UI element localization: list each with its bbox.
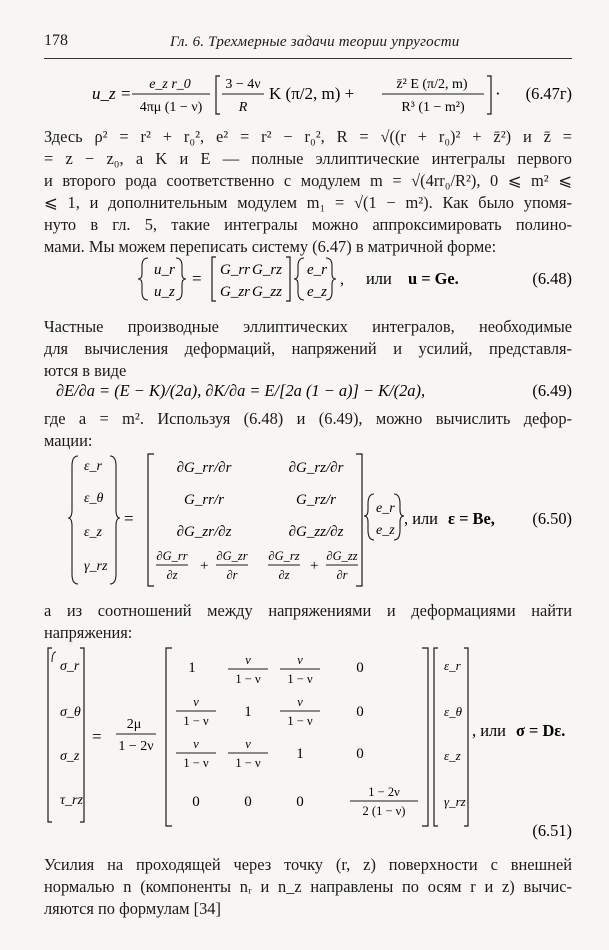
eq651-m21-den: 1 − ν <box>235 756 261 770</box>
eq651-eps-1: ε_θ <box>444 704 463 719</box>
eq647-br-frac2-den: R³ (1 − m²) <box>401 100 465 115</box>
eq650-lr-c1a-num: ∂G_rr <box>156 549 188 563</box>
eq650-lr-c2a-den: ∂z <box>278 568 290 582</box>
eq651-sig-2: σ_z <box>60 749 80 764</box>
eq650-r2c1: ∂G_zz/∂z <box>288 524 344 540</box>
eq651-coef-num: 2μ <box>126 717 142 732</box>
eq650-r1c0: G_rr/r <box>183 492 225 508</box>
running-header <box>0 30 609 54</box>
text-line: = z − z₀, а K и E — полные эллиптические интегралы первого <box>44 149 572 168</box>
eq648-or: или <box>366 269 392 288</box>
eq650-r2c0: ∂G_zr/∂z <box>176 524 232 540</box>
paragraph-1 <box>44 126 572 258</box>
header-rule <box>44 58 572 59</box>
equation-6-49 <box>44 378 572 404</box>
eq650-compact: ε = Be, <box>448 509 495 528</box>
eq647-lhs: u_z = <box>92 84 132 103</box>
eq647-number: (6.47г) <box>525 84 572 103</box>
text-line: мами. Мы можем переписать систему (6.47) в матричной форме: <box>44 237 497 256</box>
paragraph-5 <box>44 854 572 920</box>
eq649-number: (6.49) <box>532 381 572 400</box>
text-line: мации: <box>44 431 93 450</box>
svg-text:=: = <box>124 509 134 528</box>
eq651-sig-0: σ_r <box>60 659 80 674</box>
eq651-m20-den: 1 − ν <box>183 756 209 770</box>
text-line: где a = m². Используя (6.48) и (6.49), можно вычислить дефор- <box>44 409 572 428</box>
eq648-e-bot: e_z <box>307 284 327 300</box>
eq648-compact: u = Ge. <box>408 269 459 288</box>
eq651-m02-den: 1 − ν <box>287 672 313 686</box>
svg-text:=: = <box>192 269 202 288</box>
eq651-eps-2: ε_z <box>444 748 461 763</box>
text-line: ются в виде <box>44 361 127 380</box>
eq651-m03: 0 <box>356 660 364 676</box>
eq648-lhs-top: u_r <box>154 262 175 278</box>
eq651-sig-3: τ_rz <box>60 793 83 808</box>
eq647-tail: · <box>495 84 501 103</box>
eq651-m20-num: ν <box>193 737 199 751</box>
eq649-text: ∂E/∂a = (E − K)/(2a), ∂K/∂a = E/[2a (1 − a)] − K/(2a), <box>56 381 426 400</box>
equation-6-51 <box>44 644 572 844</box>
eq650-eps-0: ε_r <box>84 459 102 474</box>
eq651-m13: 0 <box>356 704 364 720</box>
eq651-m12-den: 1 − ν <box>287 714 313 728</box>
eq651-m10-den: 1 − ν <box>183 714 209 728</box>
eq651-m12-num: ν <box>297 695 303 709</box>
eq651-eps-3: γ_rz <box>444 794 466 809</box>
text-line: нормалью n (компоненты nᵣ и n_z направлены по осям r и z) вычис- <box>44 877 572 896</box>
eq650-eps-1: ε_θ <box>84 491 104 506</box>
eq650-lr-c2b-den: ∂r <box>336 568 348 582</box>
eq651-m32: 0 <box>296 794 304 810</box>
eq647-br-frac2-num: z̄² E (π/2, m) <box>396 77 468 92</box>
page-number: 178 <box>44 32 68 49</box>
eq651-coef-den: 1 − 2ν <box>118 739 154 754</box>
eq648-g22: G_zz <box>252 284 283 300</box>
equation-6-48 <box>44 254 572 304</box>
running-title: Гл. 6. Трехмерные задачи теории упругости <box>170 34 460 50</box>
eq647-br-frac-num: 3 − 4ν <box>225 77 261 92</box>
eq650-eps-3: γ_rz <box>84 559 108 574</box>
eq650-lr-c2a-num: ∂G_rz <box>268 549 300 563</box>
eq651-m10-num: ν <box>193 695 199 709</box>
eq651-m33-num: 1 − 2ν <box>368 785 400 799</box>
text-line: Усилия на проходящей через точку (r, z) поверхности с внешней <box>44 855 572 874</box>
eq650-e-top: e_r <box>376 501 395 516</box>
text-line: напряжения: <box>44 623 133 642</box>
eq651-m23: 0 <box>356 746 364 762</box>
svg-text:+: + <box>200 558 209 574</box>
eq651-m33-den: 2 (1 − ν) <box>362 804 406 818</box>
eq648-lhs-bot: u_z <box>154 284 175 300</box>
eq651-eps-0: ε_r <box>444 658 461 673</box>
eq651-m22: 1 <box>296 746 304 762</box>
eq650-r0c0: ∂G_rr/∂r <box>176 460 232 476</box>
eq651-m21-num: ν <box>245 737 251 751</box>
eq650-r0c1: ∂G_rz/∂r <box>288 460 344 476</box>
eq650-or: , или <box>404 509 438 528</box>
eq651-m00: 1 <box>188 660 196 676</box>
text-line: нуто в гл. 5, такие интегралы можно аппроксимировать полино- <box>44 215 572 234</box>
eq650-lr-c1a-den: ∂z <box>166 568 178 582</box>
eq650-lr-c1b-num: ∂G_zr <box>216 549 248 563</box>
text-line: для вычисления деформаций, напряжений и усилий, представля- <box>44 339 572 358</box>
text-line: а из соотношений между напряжениями и деформациями найти <box>44 601 572 620</box>
svg-text:,: , <box>340 271 344 288</box>
paragraph-2 <box>44 316 572 382</box>
svg-text:+: + <box>310 558 319 574</box>
equation-6-50 <box>44 452 572 592</box>
eq651-m01-num: ν <box>245 653 251 667</box>
eq650-e-bot: e_z <box>376 523 395 538</box>
eq650-eps-2: ε_z <box>84 525 102 540</box>
eq650-lr-c2b-num: ∂G_zz <box>326 549 358 563</box>
eq651-sig-1: σ_θ <box>60 705 81 720</box>
eq651-m30: 0 <box>192 794 200 810</box>
eq648-number: (6.48) <box>532 269 572 288</box>
eq647-br-mid: K (π/2, m) + <box>269 84 355 103</box>
eq651-m01-den: 1 − ν <box>235 672 261 686</box>
eq648-g21: G_zr <box>220 284 251 300</box>
eq647-frac1-den: 4πμ (1 − ν) <box>139 100 203 115</box>
paragraph-4 <box>44 600 572 644</box>
text-line: Частные производные эллиптических интегралов, необходимые <box>44 317 572 336</box>
text-line: ляются по формулам [34] <box>44 899 221 918</box>
eq651-m02-num: ν <box>297 653 303 667</box>
eq647-br-frac-den: R <box>238 100 248 115</box>
svg-text:=: = <box>92 727 102 746</box>
text-line: ⩽ 1, и дополнительным модулем m₁ = √(1 − m²). Как было упомя- <box>44 193 572 212</box>
eq651-number: (6.51) <box>532 821 572 840</box>
eq651-compact: σ = Dε. <box>516 721 566 740</box>
eq651-or: , или <box>472 721 506 740</box>
eq650-lr-c1b-den: ∂r <box>226 568 238 582</box>
eq648-g12: G_rz <box>252 262 283 278</box>
eq648-e-top: e_r <box>307 262 327 278</box>
eq650-r1c1: G_rz/r <box>295 492 337 508</box>
eq651-m31: 0 <box>244 794 252 810</box>
eq651-m11: 1 <box>244 704 252 720</box>
eq650-number: (6.50) <box>532 509 572 528</box>
eq647-frac1-num: e_z r_0 <box>149 77 191 92</box>
text-line: Здесь ρ² = r² + r₀², e² = r² − r₀², R = √((r + r₀)² + z̄²) и z̄ = <box>44 127 572 146</box>
text-line: и второго рода соответственно с модулем m = √(4rr₀/R²), 0 ⩽ m² ⩽ <box>44 171 572 190</box>
eq648-g11: G_rr <box>220 262 251 278</box>
equation-6-47g <box>44 66 572 118</box>
paragraph-3 <box>44 408 572 452</box>
